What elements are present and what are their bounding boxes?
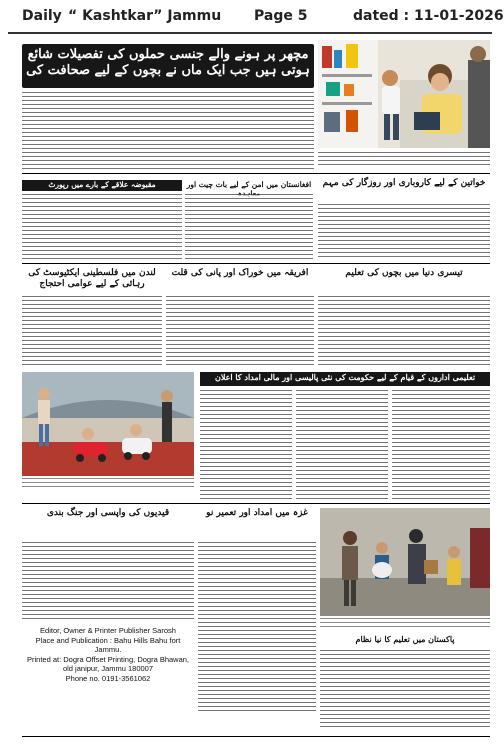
mid-left-article-text xyxy=(22,194,182,260)
section-divider-2 xyxy=(22,263,490,264)
page-bottom-rule xyxy=(22,736,490,737)
imprint-printed-at: Printed at: Dogra Offset Printing, Dogra Bhawan, xyxy=(26,654,190,664)
right-row3-article-text xyxy=(318,296,490,366)
photo-mother-child-bookshelf xyxy=(318,40,490,148)
displaced-caption xyxy=(320,618,490,630)
imprint-block xyxy=(22,626,194,684)
bottom-right-article-text xyxy=(320,650,490,730)
row4-col1-text xyxy=(200,390,292,500)
masthead-daily: Daily xyxy=(22,8,62,24)
section-divider-1 xyxy=(22,173,490,174)
section-divider-3 xyxy=(22,503,490,504)
mid-left-headline: مقبوضہ علاقے کے بارے میں رپورٹ xyxy=(22,180,182,191)
toy-cars-caption xyxy=(22,478,194,490)
london-article-text xyxy=(22,296,162,366)
row4-col3-text xyxy=(392,390,490,500)
mid-center-headline: افغانستان میں امن کے لیے بات چیت اور xyxy=(186,180,312,189)
masthead xyxy=(0,0,504,34)
mid-right-headline: خواتین کے لیے کاروباری اور روزگار کی مہم xyxy=(322,178,486,188)
imprint-address: old janipur, Jammu 180007 xyxy=(62,664,154,674)
row5-center-headline: غزہ میں امداد اور تعمیر نو xyxy=(206,508,308,518)
wide-headline: تعلیمی اداروں کے قیام کے لیے حکومت کی نئی پالیسی اور مالی امداد کا اعلان xyxy=(200,372,490,386)
mid-right-article-text xyxy=(318,204,490,260)
mid-center-article-text xyxy=(185,194,313,260)
imprint-editor: Editor, Owner & Printer Publisher Sarosh xyxy=(40,626,176,635)
masthead-date: dated : 11-01-2026 xyxy=(353,8,504,24)
bottom-right-headline: پاکستان میں تعلیم کا نیا نظام xyxy=(355,634,455,644)
gaza-headline: قیدیوں کی واپسی اور جنگ بندی xyxy=(46,508,170,518)
center-row3-headline: افریقہ میں خوراک اور پانی کی قلت xyxy=(171,268,309,278)
row4-col2-text xyxy=(296,390,388,500)
top-photo-caption xyxy=(318,152,490,168)
right-row3-headline: تیسری دنیا میں بچوں کی تعلیم xyxy=(345,268,463,278)
row5-center-article-text xyxy=(198,542,316,712)
center-row3-article-text xyxy=(166,296,314,366)
imprint-place: Place and Publication : Bahu Hills Bahu fort Jammu. xyxy=(35,635,181,655)
photo-displaced-illustration xyxy=(320,508,490,616)
top-article-text xyxy=(22,92,314,170)
photo-toy-cars-illustration xyxy=(22,372,194,476)
photo-displaced-people xyxy=(320,508,490,616)
photo-children-toy-cars xyxy=(22,372,194,476)
photo-mother-child-illustration xyxy=(318,40,490,148)
masthead-paper-name: “ Kashtkar” Jammu xyxy=(68,8,222,24)
gaza-article-text xyxy=(22,542,194,622)
masthead-page-number: Page 5 xyxy=(254,8,308,24)
masthead-rule xyxy=(8,32,492,34)
imprint-phone: Phone no. 0191-3561062 xyxy=(65,673,151,683)
top-headline: مچھر پر ہونے والے جنسی حملوں کی تفصیلات شائع ہوتی ہیں جب ایک ماں نے بچوں کے لیے صحافت کی xyxy=(22,44,314,88)
london-headline: لندن میں فلسطینی ایکٹیوسٹ کی رہائی کے لیے عوامی احتجاج xyxy=(28,268,156,290)
